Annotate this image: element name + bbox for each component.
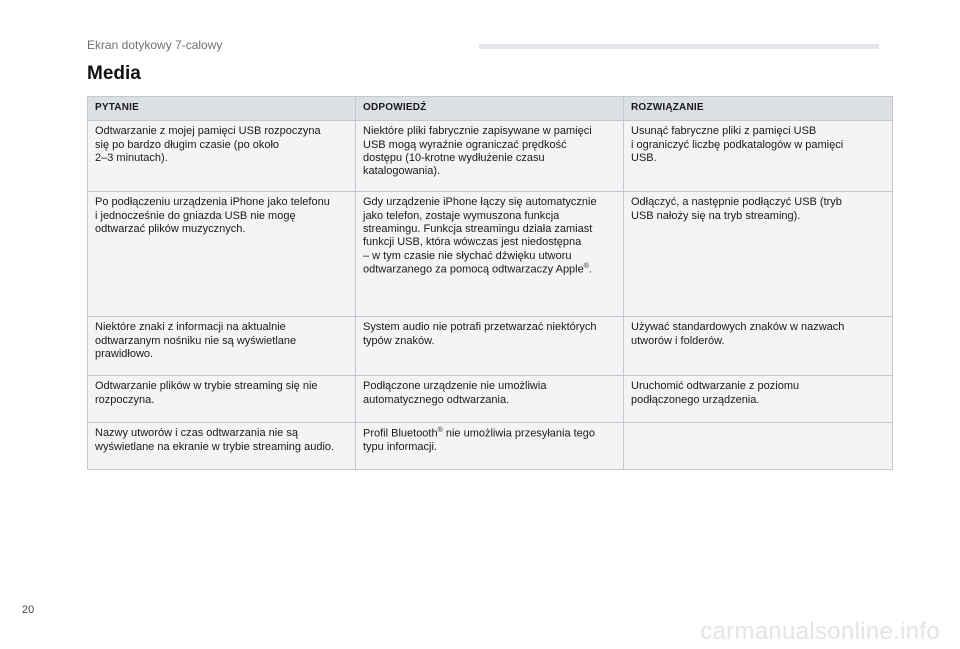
- registered-mark: ®: [583, 263, 589, 271]
- question-cell: [88, 423, 356, 470]
- answer-text-main: Profil Bluetooth: [363, 427, 438, 440]
- table-row: [88, 376, 893, 423]
- column-header-solution: ROZWIĄZANIE: [624, 97, 893, 121]
- header-divider-bar: [479, 44, 879, 49]
- table-header-row: [88, 97, 893, 121]
- answer-cell: [356, 121, 624, 192]
- section-header: Ekran dotykowy 7-calowy: [87, 38, 223, 52]
- answer-text-end: .: [588, 263, 592, 276]
- table-row: [88, 192, 893, 317]
- question-cell: [88, 317, 356, 376]
- solution-cell: [624, 121, 893, 192]
- question-text: Odtwarzanie plików w trybie streaming się nie rozpoczyna.: [95, 380, 318, 406]
- watermark: carmanualsonline.info: [700, 618, 940, 645]
- answer-text: Niektóre pliki fabrycznie zapisywane w pamięci USB mogą wyraźnie ograniczać prędkość dostępu (10-krotne wydłużenie czasu katalogowania).: [363, 125, 592, 178]
- question-text: Niektóre znaki z informacji na aktualnie odtwarzanym nośniku nie są wyświetlane prawidłowo.: [95, 321, 297, 360]
- solution-cell: [624, 423, 893, 470]
- solution-text: Odłączyć, a następnie podłączyć USB (tryb USB nałoży się na tryb streaming).: [631, 196, 842, 222]
- solution-text: Usunąć fabryczne pliki z pamięci USB i ograniczyć liczbę podkatalogów w pamięci USB.: [631, 125, 844, 164]
- page-number: 20: [22, 604, 35, 616]
- answer-text: [363, 196, 616, 277]
- answer-cell: [356, 192, 624, 317]
- question-text: Nazwy utworów i czas odtwarzania nie są wyświetlane na ekranie w trybie streaming audio.: [95, 427, 335, 453]
- registered-mark: ®: [437, 427, 443, 435]
- table-row: [88, 423, 893, 470]
- troubleshooting-table: [87, 96, 893, 470]
- table-row: [88, 121, 893, 192]
- answer-text: [363, 427, 616, 454]
- answer-cell: [356, 423, 624, 470]
- solution-cell: [624, 317, 893, 376]
- column-header-answer: ODPOWIEDŹ: [356, 97, 624, 121]
- answer-text-end: nie umożliwia przesyłania tego typu informacji.: [363, 427, 596, 454]
- question-cell: [88, 376, 356, 423]
- solution-cell: [624, 192, 893, 317]
- answer-text: Podłączone urządzenie nie umożliwia automatycznego odtwarzania.: [363, 380, 547, 406]
- solution-text: Uruchomić odtwarzanie z poziomu podłączonego urządzenia.: [631, 380, 800, 406]
- answer-cell: [356, 317, 624, 376]
- table-row: [88, 317, 893, 376]
- page-title: Media: [87, 63, 141, 84]
- solution-cell: [624, 376, 893, 423]
- answer-cell: [356, 376, 624, 423]
- question-cell: [88, 121, 356, 192]
- solution-text: Używać standardowych znaków w nazwach utworów i folderów.: [631, 321, 845, 347]
- question-text: Odtwarzanie z mojej pamięci USB rozpoczyna się po bardzo długim czasie (po około 2–3 minutach).: [95, 125, 321, 164]
- column-header-question: PYTANIE: [88, 97, 356, 121]
- answer-text-main: Gdy urządzenie iPhone łączy się automatycznie jako telefon, zostaje wymuszona funkcja streamingu. Funkcja streamingu działa zamiast funkcji USB, która wówczas jest niedostępna – w tym czasie nie słychać dźwięku utworu odtwarzanego za pomocą odtwarzaczy Apple: [363, 196, 597, 276]
- question-text: Po podłączeniu urządzenia iPhone jako telefonu i jednocześnie do gniazda USB nie mogę odtwarzać plików muzycznych.: [95, 196, 330, 235]
- answer-text: System audio nie potrafi przetwarzać niektórych typów znaków.: [363, 321, 597, 347]
- question-cell: [88, 192, 356, 317]
